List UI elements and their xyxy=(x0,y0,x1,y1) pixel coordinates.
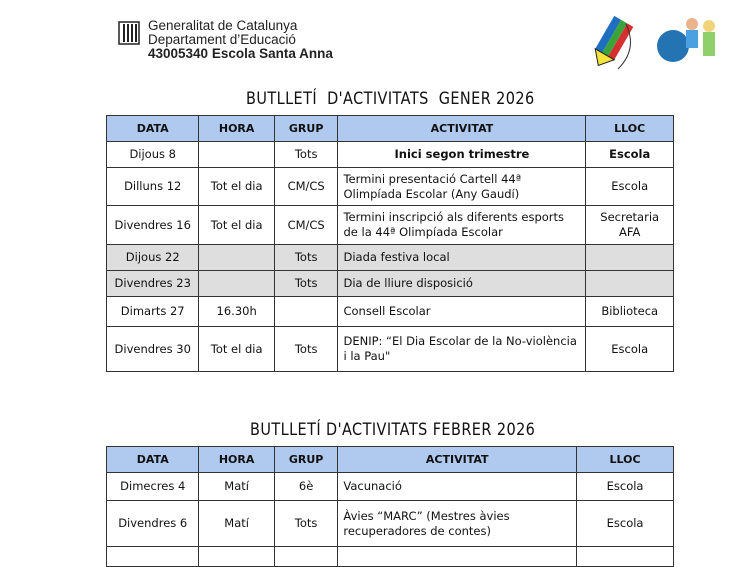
column-header: ACTIVITAT xyxy=(338,447,577,473)
cell-lloc: Biblioteca xyxy=(586,297,674,327)
cell-grup: CM/CS xyxy=(274,168,338,206)
cell-activitat: Termini presentació Cartell 44ª Olimpíada Escolar (Any Gaudí) xyxy=(338,168,586,206)
afa-logo-icon xyxy=(655,14,725,72)
table-row xyxy=(107,245,674,271)
table-row xyxy=(107,473,674,501)
cell-grup: Tots xyxy=(274,501,338,547)
cell-hora xyxy=(199,245,274,271)
school-pencil-logo-icon xyxy=(588,14,638,74)
table-row xyxy=(107,206,674,245)
column-header: ACTIVITAT xyxy=(338,116,586,142)
cell-hora: 16.30h xyxy=(199,297,274,327)
cell-lloc xyxy=(577,547,674,567)
cell-grup: 6è xyxy=(274,473,338,501)
febrer-title: BUTLLETÍ D'ACTIVITATS FEBRER 2026 xyxy=(250,420,536,440)
cell-grup: Tots xyxy=(274,142,338,168)
cell-hora: Matí xyxy=(199,501,274,547)
cell-lloc xyxy=(586,245,674,271)
cell-lloc xyxy=(586,271,674,297)
column-header: LLOC xyxy=(577,447,674,473)
cell-data: Divendres 23 xyxy=(107,271,199,297)
gener-activities-table xyxy=(106,115,674,372)
cell-lloc: Escola xyxy=(577,473,674,501)
table-row xyxy=(107,547,674,567)
column-header: DATA xyxy=(107,447,199,473)
cell-lloc: Escola xyxy=(577,501,674,547)
cell-activitat: DENIP: “El Dia Escolar de la No-violència i la Pau" xyxy=(338,327,586,372)
cell-lloc: Escola xyxy=(586,168,674,206)
cell-activitat: Inici segon trimestre xyxy=(338,142,586,168)
column-header: GRUP xyxy=(274,116,338,142)
column-header: GRUP xyxy=(274,447,338,473)
cell-grup: Tots xyxy=(274,327,338,372)
gener-title: BUTLLETÍ D'ACTIVITATS GENER 2026 xyxy=(246,89,535,109)
cell-data: Divendres 16 xyxy=(107,206,199,245)
cell-grup xyxy=(274,297,338,327)
table-row xyxy=(107,142,674,168)
table-row xyxy=(107,168,674,206)
cell-grup xyxy=(274,547,338,567)
cell-hora: Matí xyxy=(199,473,274,501)
cell-data: Dijous 22 xyxy=(107,245,199,271)
cell-data: Dijous 8 xyxy=(107,142,199,168)
column-header: LLOC xyxy=(586,116,674,142)
cell-activitat: Àvies “MARC” (Mestres àvies recuperadores de contes) xyxy=(338,501,577,547)
table-row xyxy=(107,501,674,547)
cell-hora xyxy=(199,271,274,297)
table-header-row xyxy=(107,116,674,142)
school-header xyxy=(148,19,333,61)
cell-activitat: Consell Escolar xyxy=(338,297,586,327)
cell-grup: Tots xyxy=(274,245,338,271)
generalitat-emblem-icon xyxy=(118,21,140,45)
cell-activitat: Vacunació xyxy=(338,473,577,501)
cell-lloc: Secretaria AFA xyxy=(586,206,674,245)
cell-activitat xyxy=(338,547,577,567)
cell-data: Dilluns 12 xyxy=(107,168,199,206)
cell-activitat: Termini inscripció als diferents esports de la 44ª Olimpíada Escolar xyxy=(338,206,586,245)
cell-lloc: Escola xyxy=(586,142,674,168)
cell-activitat: Dia de lliure disposició xyxy=(338,271,586,297)
column-header: HORA xyxy=(199,116,274,142)
cell-data: Divendres 30 xyxy=(107,327,199,372)
cell-hora xyxy=(199,142,274,168)
cell-data: Dimecres 4 xyxy=(107,473,199,501)
cell-hora: Tot el dia xyxy=(199,327,274,372)
table-row xyxy=(107,327,674,372)
cell-grup: Tots xyxy=(274,271,338,297)
cell-data: Dimarts 27 xyxy=(107,297,199,327)
cell-hora xyxy=(199,547,274,567)
cell-hora: Tot el dia xyxy=(199,168,274,206)
cell-hora: Tot el dia xyxy=(199,206,274,245)
header-line-3: 43005340 Escola Santa Anna xyxy=(148,46,333,61)
cell-grup: CM/CS xyxy=(274,206,338,245)
cell-lloc: Escola xyxy=(586,327,674,372)
table-row xyxy=(107,271,674,297)
table-row xyxy=(107,297,674,327)
header-line-1: Generalitat de Catalunya xyxy=(148,18,298,33)
column-header: HORA xyxy=(199,447,274,473)
table-header-row xyxy=(107,447,674,473)
cell-activitat: Diada festiva local xyxy=(338,245,586,271)
header-line-2: Departament d’Educació xyxy=(148,32,296,47)
cell-data xyxy=(107,547,199,567)
column-header: DATA xyxy=(107,116,199,142)
cell-data: Divendres 6 xyxy=(107,501,199,547)
